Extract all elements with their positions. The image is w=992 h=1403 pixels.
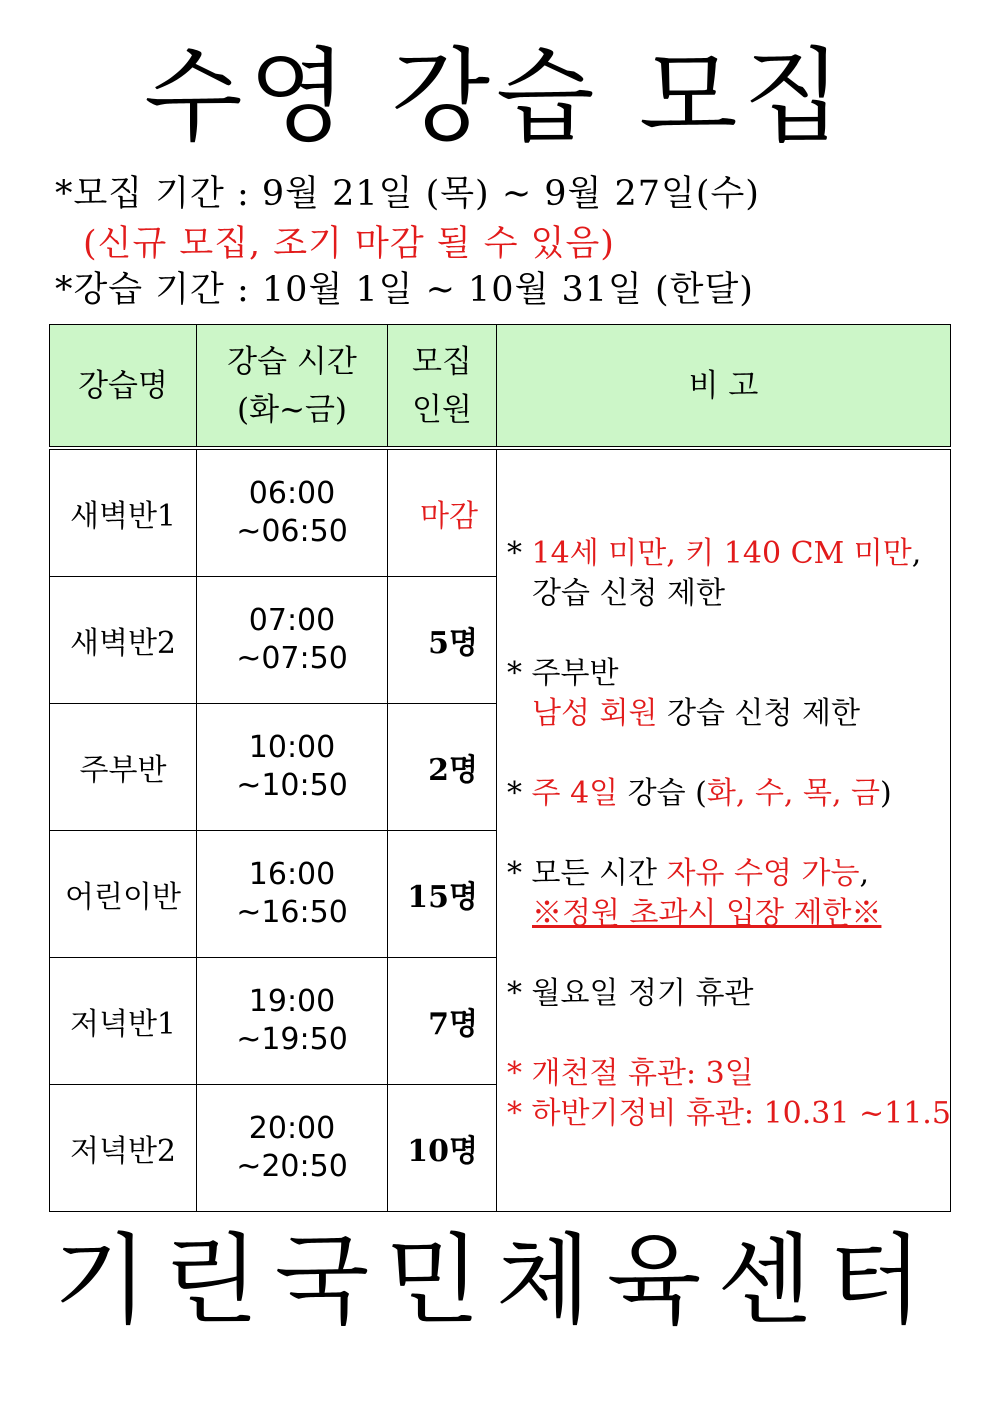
- class-count: 7명: [388, 958, 497, 1085]
- time-start: 16:00: [248, 857, 336, 892]
- note-days: [507, 774, 951, 814]
- recruit-notice: (신규 모집, 조기 마감 될 수 있음): [83, 224, 615, 264]
- note-holiday-closed: * 개천절 휴관: 3일: [507, 1056, 754, 1091]
- header-class-name: 강습명: [50, 325, 197, 447]
- header-count-bottom: 인원: [412, 391, 472, 428]
- class-name: 어린이반: [50, 831, 197, 958]
- note-days-end: ): [880, 776, 892, 811]
- table-header-row: [50, 325, 951, 447]
- class-period: *강습 기간 : 10월 1일 ~ 10월 31일 (한달): [55, 270, 754, 310]
- time-end: ~19:50: [236, 1022, 348, 1057]
- class-time: [197, 958, 388, 1085]
- note-free-swim-pre: * 모든 시간: [507, 856, 667, 891]
- class-time: [197, 1085, 388, 1212]
- time-end: ~07:50: [236, 641, 348, 676]
- header-class-time-days: (화~금): [236, 391, 348, 428]
- recruit-period: *모집 기간 : 9월 21일 (목) ~ 9월 27일(수): [55, 174, 760, 214]
- note-free-swim-highlight: 자유 수영 가능: [666, 856, 860, 891]
- class-count: 5명: [388, 577, 497, 704]
- class-name: 주부반: [50, 704, 197, 831]
- time-end: ~10:50: [236, 768, 348, 803]
- note-days-list: 화, 수, 목, 금: [706, 776, 881, 811]
- note-housewife-tail: 강습 신청 제한: [657, 696, 860, 731]
- note-days-mid: 강습 (: [618, 776, 707, 811]
- header-class-time: [197, 325, 388, 447]
- note-days-highlight: 주 4일: [531, 776, 619, 811]
- notes-list: [507, 534, 951, 1134]
- page-title: 수영 강습 모집: [143, 38, 849, 157]
- time-start: 10:00: [248, 730, 336, 765]
- note-comma: ,: [911, 536, 922, 571]
- table-row: [50, 450, 951, 577]
- note-housewife-line1: * 주부반: [507, 656, 619, 691]
- header-count: [388, 325, 497, 447]
- time-end: ~16:50: [236, 895, 348, 930]
- header-class-time-label: 강습 시간: [227, 343, 357, 380]
- note-monday-closed: * 월요일 정기 휴관: [507, 976, 754, 1011]
- class-time: [197, 704, 388, 831]
- note-age-highlight: 14세 미만, 키 140 CM 미만: [531, 536, 912, 571]
- class-time: [197, 831, 388, 958]
- schedule-table: [49, 324, 951, 1212]
- time-end: ~06:50: [236, 514, 348, 549]
- note-capacity-warning: ※정원 초과시 입장 제한※: [532, 896, 882, 931]
- time-end: ~20:50: [236, 1149, 348, 1184]
- note-free-swim-tail: ,: [859, 856, 870, 891]
- class-name: 저녁반2: [50, 1085, 197, 1212]
- time-start: 06:00: [248, 476, 336, 511]
- header-notes: 비 고: [497, 325, 951, 447]
- time-start: 07:00: [248, 603, 336, 638]
- note-male-highlight: 남성 회원: [532, 696, 658, 731]
- class-count: 2명: [388, 704, 497, 831]
- class-time: [197, 450, 388, 577]
- note-housewife: [507, 654, 951, 734]
- class-name: 저녁반1: [50, 958, 197, 1085]
- note-age-limit: [507, 534, 951, 614]
- note-free-swim: [507, 854, 951, 934]
- class-count: 15명: [388, 831, 497, 958]
- class-count: 10명: [388, 1085, 497, 1212]
- note-bullet: *: [507, 536, 532, 571]
- note-age-line2: 강습 신청 제한: [532, 576, 725, 611]
- center-name: 기린국민체육센터: [53, 1224, 939, 1338]
- class-name: 새벽반1: [50, 450, 197, 577]
- note-bullet: *: [507, 776, 532, 811]
- note-maintenance-closed: * 하반기정비 휴관: 10.31 ~11.5: [507, 1096, 951, 1131]
- time-start: 20:00: [248, 1111, 336, 1146]
- class-name: 새벽반2: [50, 577, 197, 704]
- class-count: 마감: [388, 450, 497, 577]
- class-time: [197, 577, 388, 704]
- header-count-top: 모집: [412, 343, 472, 380]
- time-start: 19:00: [248, 984, 336, 1019]
- notes-cell: [497, 450, 951, 1212]
